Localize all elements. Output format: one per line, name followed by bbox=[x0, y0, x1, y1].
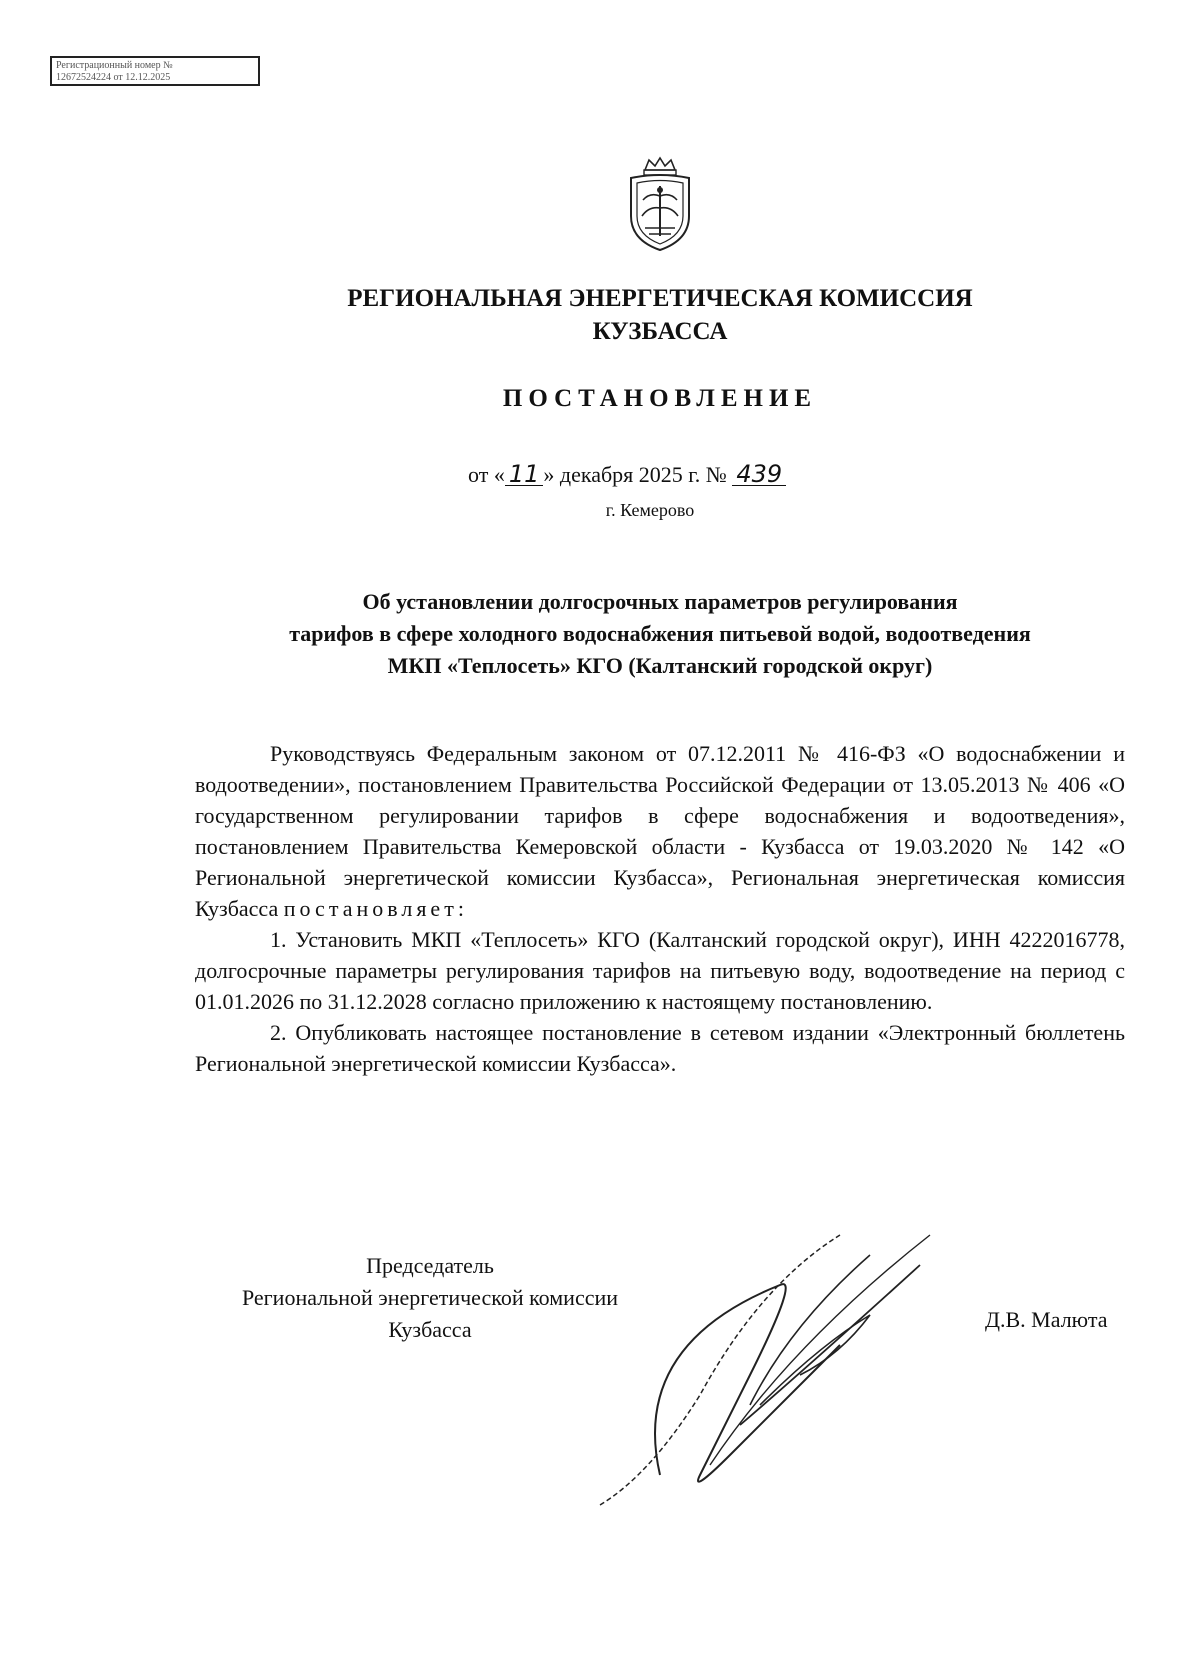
signatory-title-line-2: Региональной энергетической комиссии bbox=[241, 1285, 619, 1310]
subject-line-3: МКП «Теплосеть» КГО (Калтанский городской округ) bbox=[387, 653, 933, 678]
date-month-year: » декабря 2025 г. № bbox=[543, 462, 727, 487]
handwritten-day: 11 bbox=[505, 463, 544, 486]
handwritten-signature bbox=[590, 1225, 1010, 1525]
registration-stamp bbox=[50, 56, 260, 86]
date-line bbox=[468, 462, 786, 488]
subject-line-1: Об установлении долгосрочных параметров регулирования bbox=[362, 589, 958, 614]
preamble-text: Руководствуясь Федеральным законом от 07.12.2011 № 416-ФЗ «О водоснабжении и водоотведении», постановлением Правительства Российской Федерации от 13.05.2013 № 406 «О государственном регулировании тарифов в сфере водоснабжения и водоотведения», постановлением Правительства Кемеровской области - Кузбасса от 19.03.2020 № 142 «О Региональной энергетической комиссии Кузбасса», Региональная энергетическая комиссия Кузбасса bbox=[195, 741, 1125, 921]
registration-line-2: 12672524224 от 12.12.2025 bbox=[56, 72, 171, 83]
signatory-title-line-3: Кузбасса bbox=[388, 1317, 472, 1342]
decree-word: постановляет: bbox=[283, 896, 468, 921]
organization-name-line-1: РЕГИОНАЛЬНАЯ ЭНЕРГЕТИЧЕСКАЯ КОМИССИЯ bbox=[347, 285, 973, 312]
item-1: 1. Установить МКП «Теплосеть» КГО (Калтанский городской округ), ИНН 4222016778, долгосрочные параметры регулирования тарифов на питьевую воду, водоотведение на период с 01.01.2026 по 31.12.2028 согласно приложению к настоящему постановлению. bbox=[195, 927, 1125, 1014]
preamble-paragraph bbox=[195, 738, 1125, 924]
document-body bbox=[195, 738, 1125, 1079]
handwritten-number: 439 bbox=[732, 463, 786, 486]
signatory-title-line-1: Председатель bbox=[366, 1253, 494, 1278]
city: г. Кемерово bbox=[605, 500, 695, 520]
document-subject bbox=[190, 586, 1130, 682]
document-type: ПОСТАНОВЛЕНИЕ bbox=[502, 385, 818, 412]
signatory-name: Д.В. Малюта bbox=[985, 1307, 1108, 1332]
subject-line-2: тарифов в сфере холодного водоснабжения питьевой водой, водоотведения bbox=[289, 621, 1031, 646]
date-prefix: от « bbox=[468, 462, 505, 487]
registration-line-1: Регистрационный номер № bbox=[56, 60, 173, 71]
item-2: 2. Опубликовать настоящее постановление в сетевом издании «Электронный бюллетень Региональной энергетической комиссии Кузбасса». bbox=[195, 1020, 1125, 1076]
organization-name-line-2: КУЗБАССА bbox=[592, 318, 728, 345]
coat-of-arms-emblem bbox=[625, 156, 695, 252]
